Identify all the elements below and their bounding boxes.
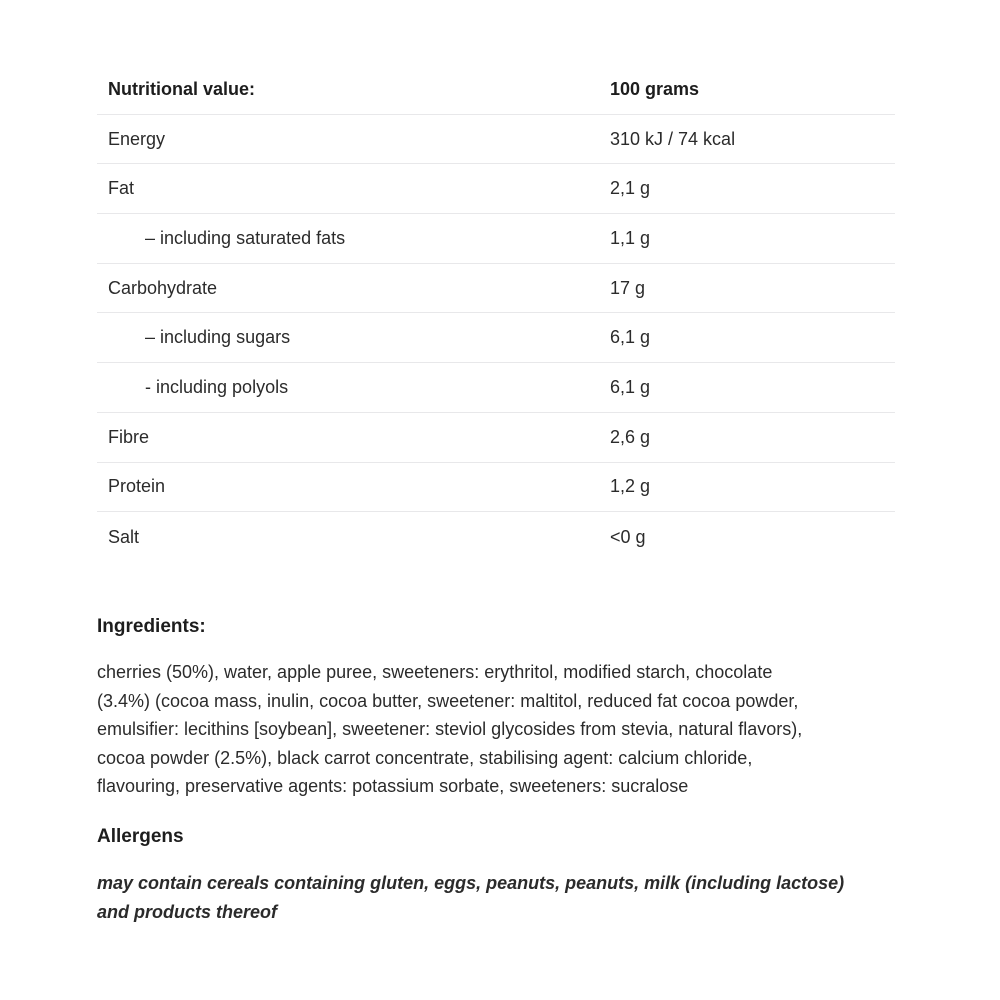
ingredients-line: flavouring, preservative agents: potassium sorbate, sweeteners: sucralose xyxy=(97,776,689,797)
nutrient-value: 2,6 g xyxy=(610,426,651,447)
table-row-energy xyxy=(97,115,895,165)
nutrient-value: 310 kJ / 74 kcal xyxy=(610,128,736,149)
table-row-polyols xyxy=(97,363,895,413)
ingredients-text xyxy=(97,658,802,801)
table-row-fibre xyxy=(97,413,895,463)
ingredients-heading: Ingredients: xyxy=(97,616,206,637)
ingredients-line: cherries (50%), water, apple puree, sweeteners: erythritol, modified starch, chocolate xyxy=(97,662,773,682)
nutrient-label: Protein xyxy=(108,476,166,497)
nutrition-table xyxy=(97,65,895,562)
nutrient-label: Energy xyxy=(108,128,166,149)
table-header-row xyxy=(97,65,895,115)
nutrient-value: 2,1 g xyxy=(610,178,651,199)
table-row-saturated-fats xyxy=(97,214,895,264)
nutrient-label: Salt xyxy=(108,526,140,547)
table-row-salt xyxy=(97,512,895,562)
allergens-text xyxy=(97,869,844,926)
nutrient-value: 1,2 g xyxy=(610,476,651,497)
nutrient-value: <0 g xyxy=(610,526,646,547)
ingredients-line: cocoa powder (2.5%), black carrot concentrate, stabilising agent: calcium chloride, xyxy=(97,747,753,768)
nutrient-label: – including saturated fats xyxy=(145,227,346,248)
nutrient-value: 6,1 g xyxy=(610,376,651,397)
allergens-line: and products thereof xyxy=(97,901,278,922)
table-row-protein xyxy=(97,463,895,513)
nutrient-label: Fat xyxy=(108,178,135,199)
ingredients-line: (3.4%) (cocoa mass, inulin, cocoa butter, sweetener: maltitol, reduced fat cocoa powder, xyxy=(97,690,799,711)
table-row-fat xyxy=(97,164,895,214)
allergens-line: may contain cereals containing gluten, eggs, peanuts, peanuts, milk (including lactose) xyxy=(97,873,845,893)
nutrient-label: - including polyols xyxy=(145,376,289,397)
nutrient-value: 6,1 g xyxy=(610,327,651,348)
ingredients-line: emulsifier: lecithins [soybean], sweetener: steviol glycosides from stevia, natural flavors), xyxy=(97,719,803,740)
table-header-value: 100 grams xyxy=(610,78,700,99)
nutrient-value: 1,1 g xyxy=(610,227,651,248)
nutrient-label: Carbohydrate xyxy=(108,277,218,298)
nutrient-value: 17 g xyxy=(610,277,646,298)
table-header-label: Nutritional value: xyxy=(108,78,256,99)
allergens-heading: Allergens xyxy=(97,826,184,847)
table-row-sugars xyxy=(97,313,895,363)
nutrient-label: – including sugars xyxy=(145,327,291,348)
table-row-carbohydrate xyxy=(97,264,895,314)
nutrient-label: Fibre xyxy=(108,426,150,447)
